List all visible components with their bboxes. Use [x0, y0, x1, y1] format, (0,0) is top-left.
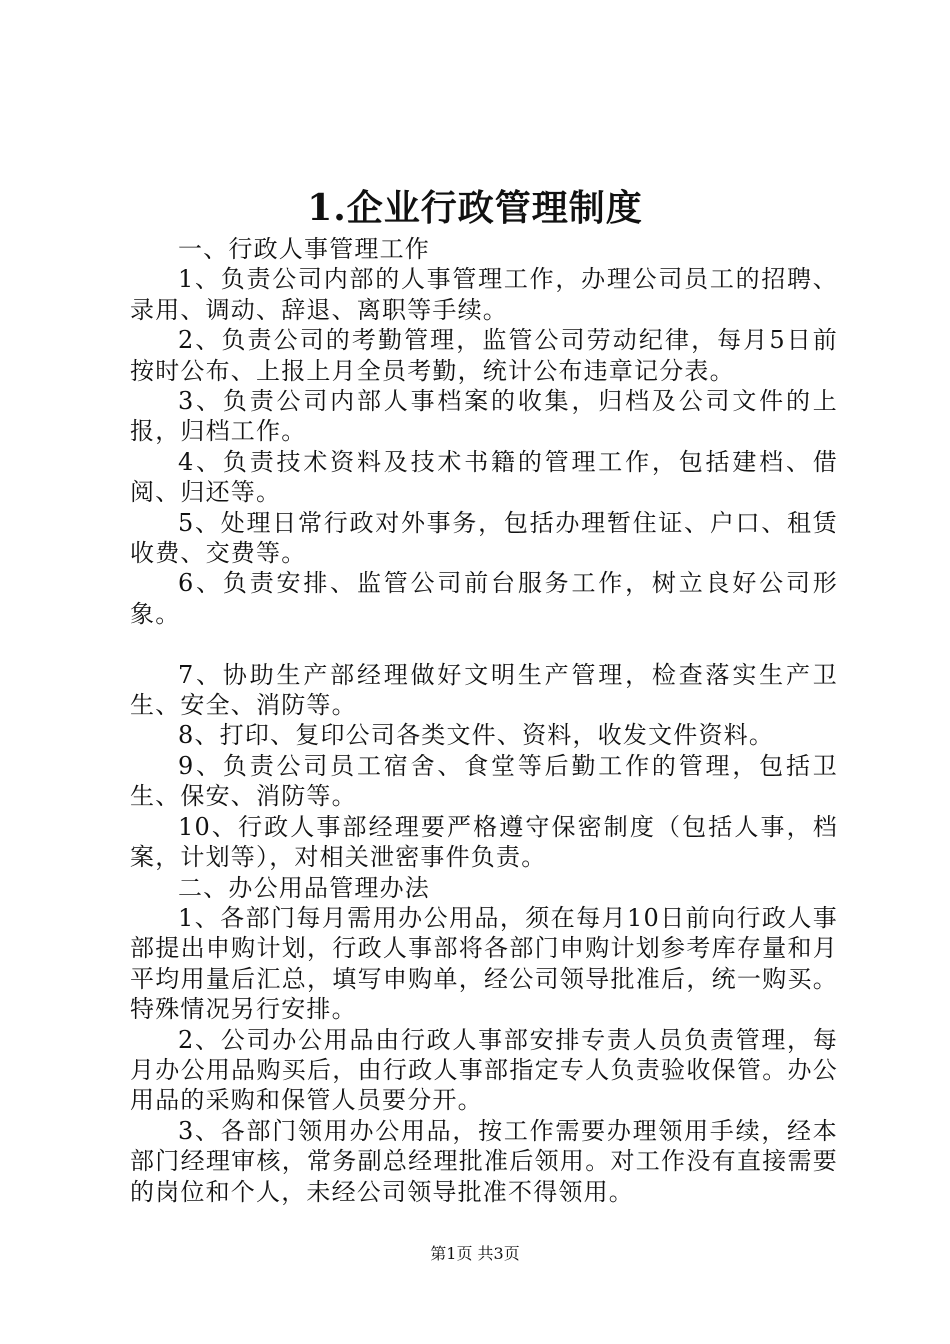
paragraph: 6、负责安排、监管公司前台服务工作，树立良好公司形象。 — [130, 569, 838, 628]
section-heading: 二、办公用品管理办法 — [178, 873, 430, 902]
paragraph: 7、协助生产部经理做好文明生产管理，检查落实生产卫生、安全、消防等。 — [130, 660, 838, 720]
paragraph: 5、处理日常行政对外事务，包括办理暂住证、户口、租赁收费、交费等。 — [130, 508, 838, 568]
paragraph: 3、各部门领用办公用品，按工作需要办理领用手续，经本部门经理审核，常务副总经理批准后领用。对工作没有直接需要的岗位和个人，未经公司领导批准不得领用。 — [130, 1116, 838, 1206]
paragraph: 8、打印、复印公司各类文件、资料，收发文件资料。 — [178, 721, 775, 750]
paragraph: 3、负责公司内部人事档案的收集，归档及公司文件的上报，归档工作。 — [130, 387, 838, 446]
paragraph: 1、各部门每月需用办公用品，须在每月10日前向行政人事部提出申购计划，行政人事部将各部门申购计划参考库存量和月平均用量后汇总，填写申购单，经公司领导批准后，统一购买。特殊情况另行安排。 — [130, 903, 838, 1024]
paragraph: 4、负责技术资料及技术书籍的管理工作，包括建档、借阅、归还等。 — [130, 447, 838, 507]
paragraph: 9、负责公司员工宿舍、食堂等后勤工作的管理，包括卫生、保安、消防等。 — [130, 751, 838, 811]
paragraph: 1、负责公司内部的人事管理工作，办理公司员工的招聘、录用、调动、辞退、离职等手续。 — [130, 265, 838, 324]
paragraph: 10、行政人事部经理要严格遵守保密制度（包括人事，档案，计划等），对相关泄密事件负责。 — [130, 812, 838, 872]
document-title: 1.企业行政管理制度 — [307, 187, 643, 229]
paragraph: 2、负责公司的考勤管理，监管公司劳动纪律，每月5日前按时公布、上报上月全员考勤，统计公布违章记分表。 — [130, 326, 838, 385]
paragraph: 2、公司办公用品由行政人事部安排专责人员负责管理，每月办公用品购买后，由行政人事部指定专人负责验收保管。办公用品的采购和保管人员要分开。 — [130, 1025, 838, 1115]
section-heading: 一、行政人事管理工作 — [178, 235, 430, 263]
page-footer: 第1页 共3页 — [430, 1244, 520, 1263]
blank-line — [130, 629, 838, 659]
document-body — [130, 234, 838, 1207]
